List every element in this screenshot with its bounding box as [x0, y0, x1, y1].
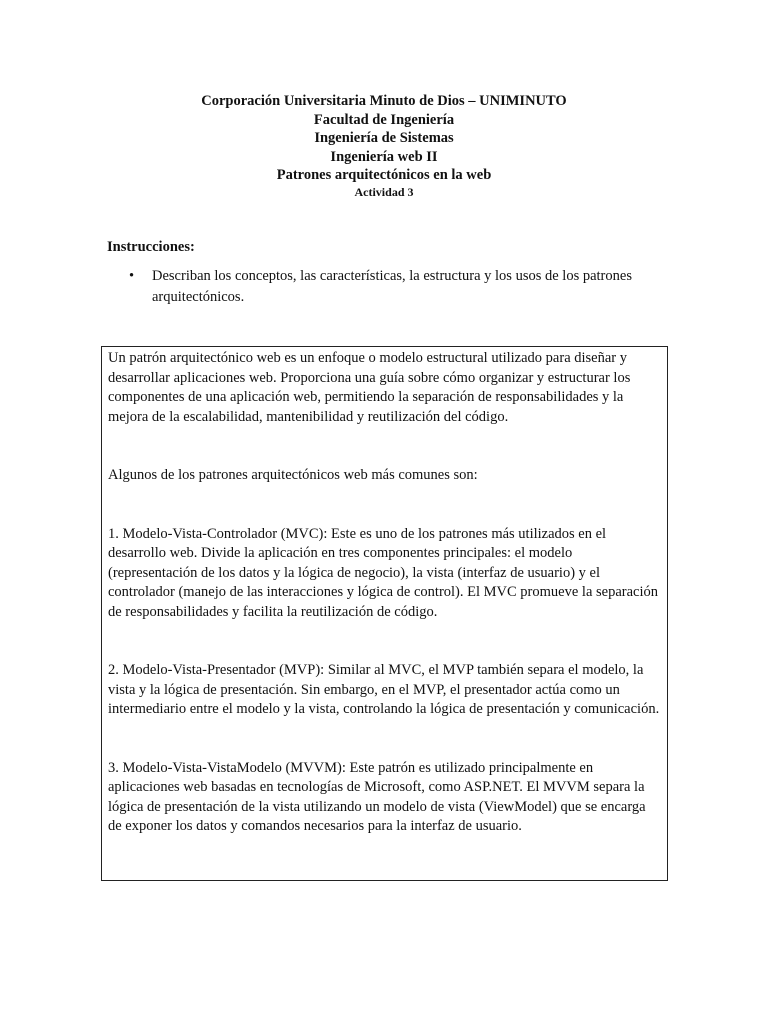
document-header	[0, 92, 768, 199]
instruction-text: Describan los conceptos, las características, la estructura y los usos de los patrones arquitectónicos.	[152, 268, 632, 305]
course-name: Ingeniería web II	[330, 148, 438, 165]
paragraph-mvvm: 3. Modelo-Vista-VistaModelo (MVVM): Este patrón es utilizado principalmente en aplicaciones web basadas en tecnologías de Microsoft, como ASP.NET. El MVVM separa la lógica de presentación de la vista utilizando un modelo de vista (ViewModel) que se encarga de exponer los datos y comandos necesarios para la interfaz de usuario.	[108, 759, 646, 834]
instructions-list	[107, 266, 667, 308]
paragraph-intro-list: Algunos de los patrones arquitectónicos web más comunes son:	[108, 467, 478, 483]
answer-box	[101, 346, 668, 881]
list-item	[107, 266, 667, 308]
paragraph-definition: Un patrón arquitectónico web es un enfoque o modelo estructural utilizado para diseñar y desarrollar aplicaciones web. Proporciona una guía sobre cómo organizar y estructurar los componentes de una aplicación web, permitiendo la separación de responsabilidades y la mejora de la escalabilidad, mantenibilidad y reutilización del código.	[108, 350, 631, 425]
bullet-icon: •	[129, 268, 135, 284]
activity-label: Actividad 3	[354, 184, 414, 199]
program-name: Ingeniería de Sistemas	[314, 130, 454, 146]
faculty-name: Facultad de Ingeniería	[313, 111, 455, 128]
instructions-heading: Instrucciones:	[107, 239, 195, 255]
paragraph-mvp: 2. Modelo-Vista-Presentador (MVP): Similar al MVC, el MVP también separa el modelo, la vista y la lógica de presentación. Sin embargo, en el MVP, el presentador actúa como un intermediario entre el modelo y la vista, controlando la lógica de presentación y comunicación.	[108, 662, 660, 717]
university-name: Corporación Universitaria Minuto de Dios – UNIMINUTO	[201, 93, 567, 109]
paragraph-mvc: 1. Modelo-Vista-Controlador (MVC): Este es uno de los patrones más utilizados en el desarrollo web. Divide la aplicación en tres componentes principales: el modelo (representación de los datos y la lógica de negocio), la vista (interfaz de usuario) y el controlador (manejo de las interacciones y lógica de control). El MVC promueve la separación de responsabilidades y facilita la reutilización de código.	[108, 525, 658, 620]
topic-title: Patrones arquitectónicos en la web	[276, 167, 492, 183]
